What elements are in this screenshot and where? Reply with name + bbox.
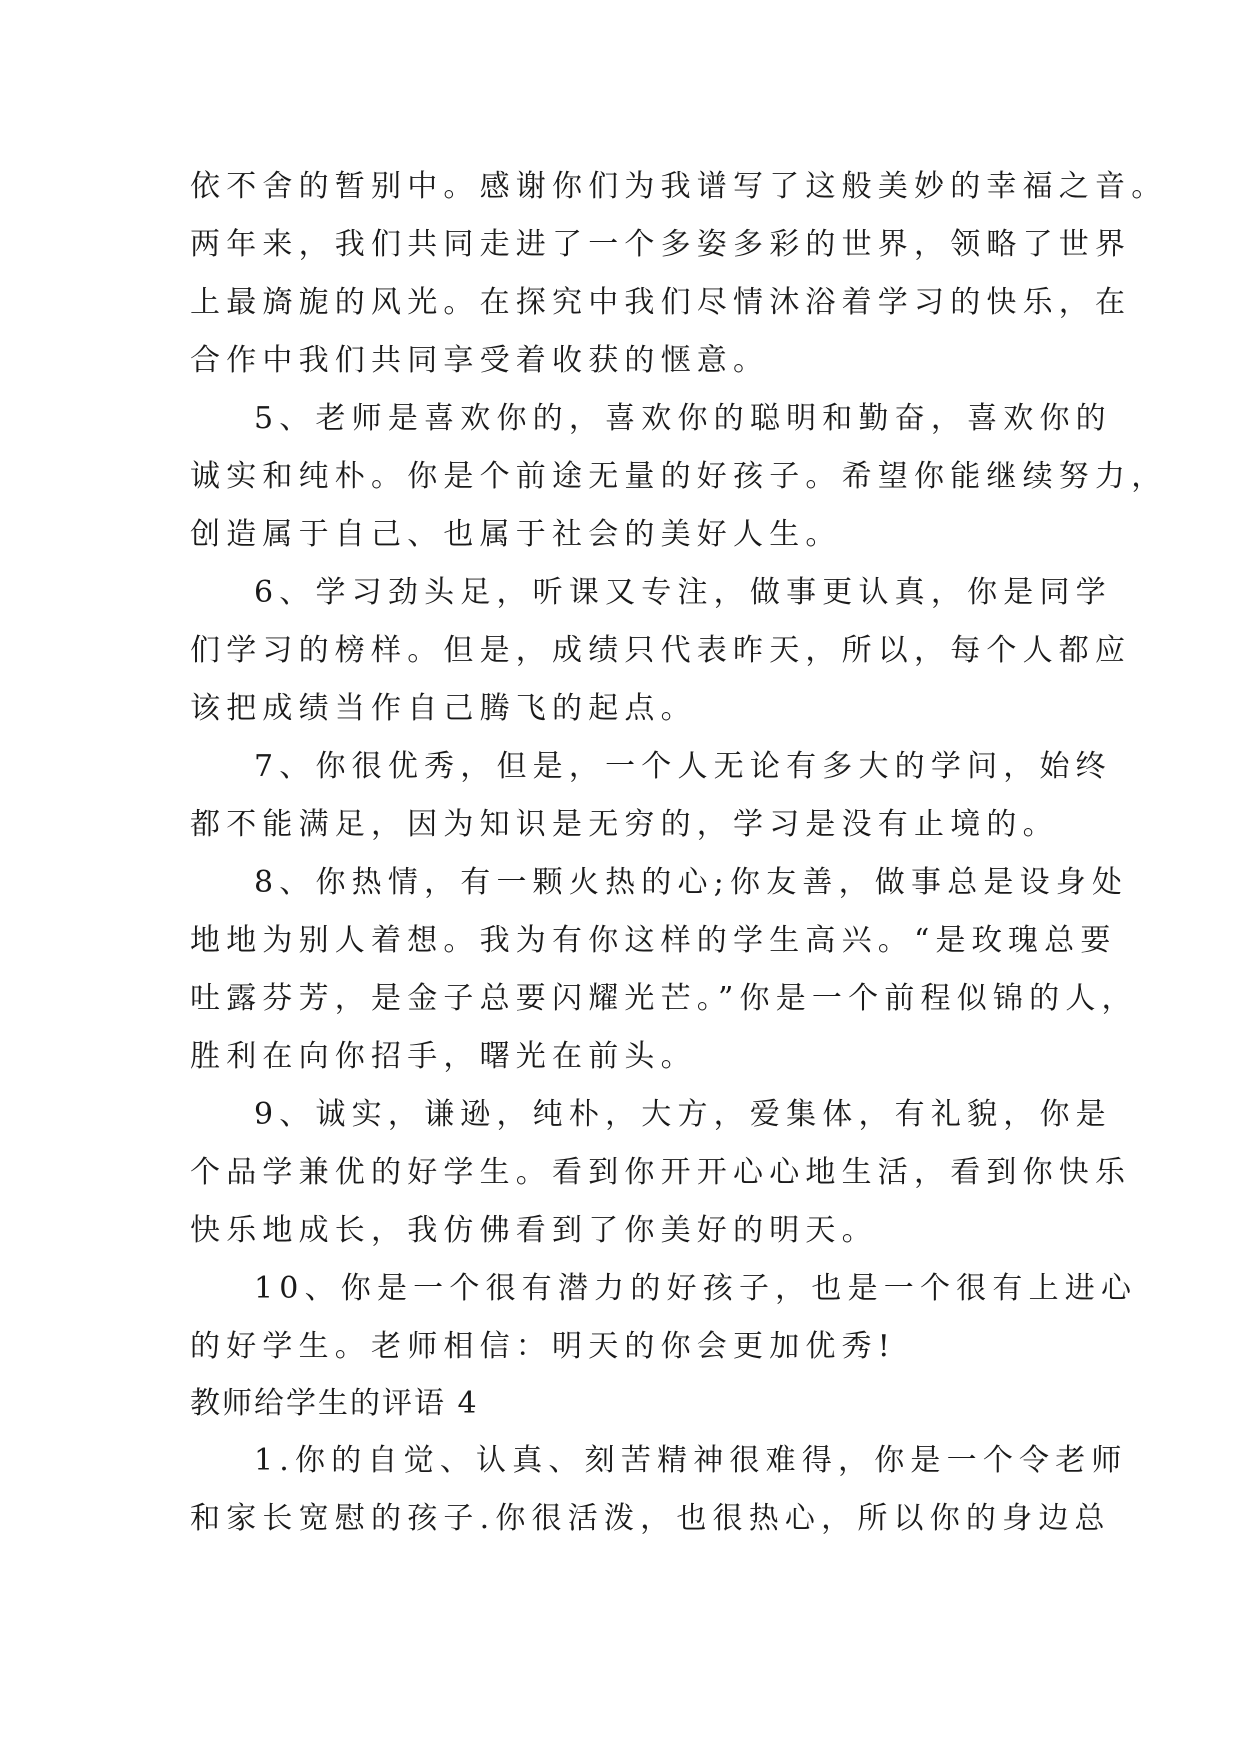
text-line: 该把成绩当作自己腾飞的起点。 [190, 691, 697, 726]
text-line: 创造属于自己、也属于社会的美好人生。 [190, 517, 842, 552]
paragraph-start-line: 8、你热情，有一颗火热的心;你友善，做事总是设身处 [254, 865, 1129, 900]
paragraph-start-line: 5、老师是喜欢你的，喜欢你的聪明和勤奋，喜欢你的 [254, 401, 1112, 436]
text-line: 的好学生。老师相信：明天的你会更加优秀! [190, 1329, 897, 1364]
text-line: 吐露芬芳，是金子总要闪耀光芒。”你是一个前程似锦的人， [190, 981, 1138, 1016]
text-line: 个品学兼优的好学生。看到你开开心心地生活，看到你快乐 [190, 1155, 1132, 1190]
paragraph-start-line: 1.你的自觉、认真、刻苦精神很难得，你是一个令老师 [254, 1443, 1128, 1478]
text-line: 合作中我们共同享受着收获的惬意。 [190, 343, 770, 378]
text-line: 们学习的榜样。但是，成绩只代表昨天，所以，每个人都应 [190, 633, 1132, 668]
text-line: 两年来，我们共同走进了一个多姿多彩的世界，领略了世界 [190, 227, 1132, 262]
paragraph-start-line: 9、诚实，谦逊，纯朴，大方，爱集体，有礼貌，你是 [254, 1097, 1112, 1132]
paragraph-start-line: 7、你很优秀，但是，一个人无论有多大的学问，始终 [254, 749, 1112, 784]
section-heading: 教师给学生的评语 4 [190, 1386, 479, 1421]
text-line: 胜利在向你招手，曙光在前头。 [190, 1039, 697, 1074]
text-line: 上最旖旎的风光。在探究中我们尽情沐浴着学习的快乐，在 [190, 285, 1132, 320]
paragraph-start-line: 6、学习劲头足，听课又专注，做事更认真，你是同学 [254, 575, 1112, 610]
text-line: 地地为别人着想。我为有你这样的学生高兴。“是玫瑰总要 [190, 923, 1117, 958]
text-line: 都不能满足，因为知识是无穷的，学习是没有止境的。 [190, 807, 1059, 842]
text-line: 依不舍的暂别中。感谢你们为我谱写了这般美妙的幸福之音。 [190, 169, 1168, 204]
text-line: 和家长宽慰的孩子.你很活泼，也很热心，所以你的身边总 [190, 1501, 1111, 1536]
text-line: 诚实和纯朴。你是个前途无量的好孩子。希望你能继续努力， [190, 459, 1168, 494]
paragraph-start-line: 10、你是一个很有潜力的好孩子，也是一个很有上进心 [254, 1271, 1138, 1306]
text-line: 快乐地成长，我仿佛看到了你美好的明天。 [190, 1213, 878, 1248]
